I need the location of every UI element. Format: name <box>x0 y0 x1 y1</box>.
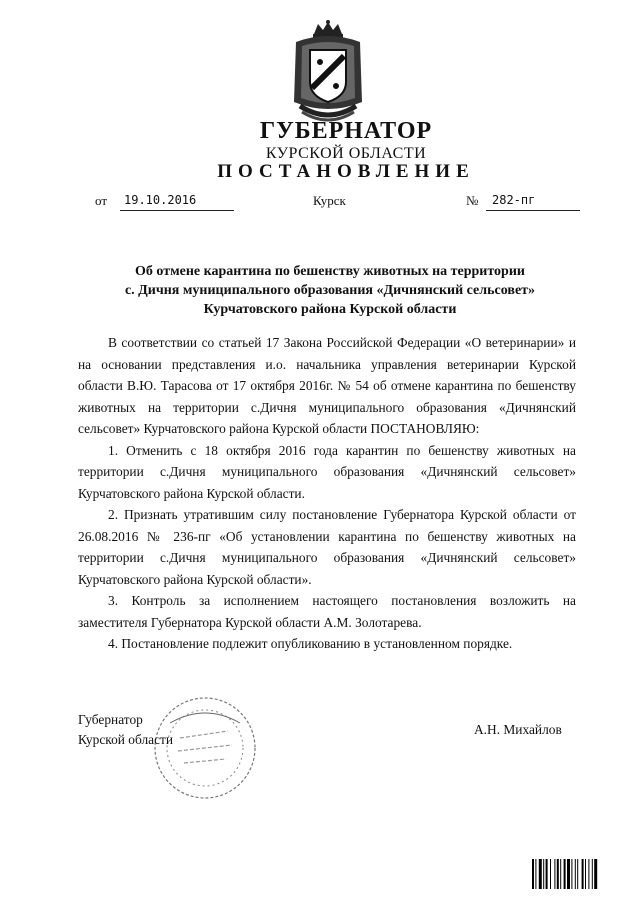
document-type: ПОСТАНОВЛЕНИЕ <box>217 161 475 182</box>
document-heading <box>80 262 580 319</box>
page-title: ГУБЕРНАТОР <box>259 118 433 144</box>
signatory-position-line: Губернатор <box>78 712 143 727</box>
clause-2: 2. Признать утратившим силу постановление Губернатора Курской области от 26.08.2016 № 236-пг «Об установлении карантина по бешенству животных на территории с.Дичня муниципального образования «Дичнянский сельсовет» Курчатовского района Курской области». <box>78 507 576 587</box>
heading-line: с. Дичня муниципального образования «Дичнянский сельсовет» <box>124 283 536 298</box>
signatory-name: А.Н. Михайлов <box>474 722 562 737</box>
date-label: от <box>95 193 108 208</box>
heading-line: Об отмене карантина по бешенству животных на территории <box>135 264 525 279</box>
signatory-position-line: Курской области <box>78 732 174 747</box>
clause-1: 1. Отменить с 18 октября 2016 года карантин по бешенству животных на территории с.Дичня муниципального образования «Дичнянский сельсовет» Курчатовского района Курской области. <box>78 442 576 501</box>
document-number: 282-пг <box>486 193 580 211</box>
document-city: Курск <box>313 193 346 208</box>
region-subtitle: КУРСКОЙ ОБЛАСТИ <box>265 145 427 162</box>
intro-paragraph: В соответствии со статьей 17 Закона Российской Федерации «О ветеринарии» и на основании представления и.о. начальника управления ветеринарии Курской области В.Ю. Тарасова от 17 октября 2016г. № 54 об отмене карантина по бешенству животных на территории с.Дичня муниципального образования «Дичнянский сельсовет» Курчатовского района Курской области ПОСТАНОВЛЯЮ: <box>78 335 576 436</box>
clause-3: 3. Контроль за исполнением настоящего постановления возложить на заместителя Губернатора Курской области А.М. Золотарева. <box>78 593 576 630</box>
signatory-position <box>78 710 173 750</box>
clause-4: 4. Постановление подлежит опубликованию в установленном порядке. <box>108 636 513 651</box>
number-label: № <box>466 193 479 208</box>
heading-line: Курчатовского района Курской области <box>203 302 457 317</box>
barcode-icon <box>532 859 624 889</box>
document-date: 19.10.2016 <box>120 193 234 211</box>
document-body <box>78 332 576 655</box>
coat-of-arms-icon <box>288 20 368 128</box>
